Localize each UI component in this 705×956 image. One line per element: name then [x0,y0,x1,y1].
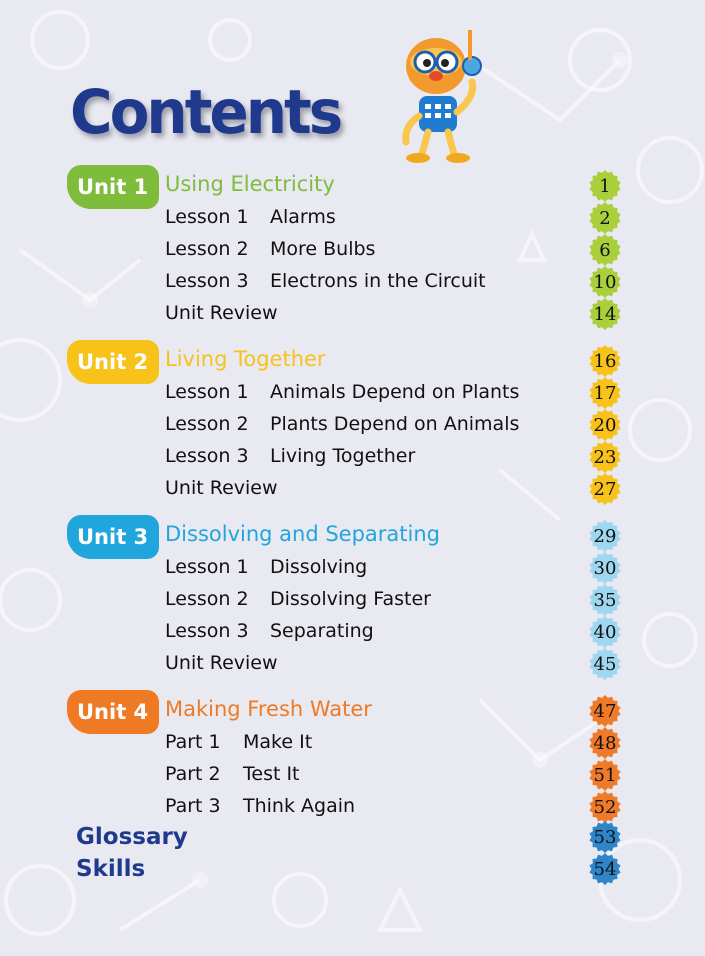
entry-name: Living Together [270,445,416,467]
entry-label: Lesson 1 [165,556,249,578]
page-number: 30 [593,557,617,579]
entry-label: Lesson 2 [165,588,249,610]
entry-label: Unit Review [165,652,278,674]
unit-2-badge: Unit 2 [67,340,159,384]
entry-name: Electrons in the Circuit [270,270,486,292]
page-number: 54 [593,858,617,880]
page-title: Contents [70,76,341,148]
toc-entry[interactable] [165,477,278,499]
entry-page-badge[interactable] [589,473,621,505]
unit-1-badge: Unit 1 [67,165,159,209]
toc-entry[interactable] [165,620,374,642]
page-number: 35 [593,589,617,611]
entry-page-badge[interactable] [589,759,621,791]
entry-label: Lesson 2 [165,238,249,260]
toc-entry[interactable] [165,270,486,292]
entry-name: Separating [270,620,374,642]
toc-entry[interactable] [165,588,431,610]
entry-page-badge[interactable] [589,441,621,473]
entry-name: Animals Depend on Plants [270,381,520,403]
entry-page-badge[interactable] [589,727,621,759]
entry-page-badge[interactable] [589,791,621,823]
entry-page-badge[interactable] [589,202,621,234]
unit-4-title[interactable]: Making Fresh Water [165,697,372,721]
entry-label: Part 3 [165,795,221,817]
page-number: 52 [593,796,617,818]
entry-name: Test It [243,763,300,785]
entry-page-badge[interactable] [589,298,621,330]
entry-page-badge[interactable] [589,234,621,266]
entry-label: Lesson 3 [165,620,249,642]
entry-label: Lesson 1 [165,381,249,403]
toc-entry[interactable] [165,413,519,435]
entry-name: Think Again [243,795,356,817]
entry-page-badge[interactable] [589,552,621,584]
page-number: 6 [599,239,611,261]
entry-label: Lesson 1 [165,206,249,228]
unit-page-badge[interactable] [589,170,621,202]
page-number: 29 [593,525,617,547]
entry-label: Lesson 3 [165,270,249,292]
entry-page-badge[interactable] [589,266,621,298]
entry-label: Unit Review [165,477,278,499]
page-number: 40 [593,621,617,643]
toc-entry[interactable] [165,238,375,260]
unit-page-badge[interactable] [589,345,621,377]
page-number: 10 [593,271,617,293]
glossary-link[interactable]: Glossary [76,824,188,850]
entry-page-badge[interactable] [589,616,621,648]
toc-entry[interactable] [165,445,415,467]
toc-entry[interactable] [165,206,336,228]
toc-entry[interactable] [165,556,367,578]
page-number: 47 [593,700,617,722]
skills-page-badge[interactable] [589,853,621,885]
page-number: 17 [593,382,617,404]
unit-1-title[interactable]: Using Electricity [165,172,335,196]
entry-name: Dissolving Faster [270,588,431,610]
toc-entry[interactable] [165,381,519,403]
skills-link[interactable]: Skills [76,856,146,882]
entry-label: Lesson 3 [165,445,249,467]
entry-page-badge[interactable] [589,377,621,409]
page-number: 1 [599,175,611,197]
entry-label: Lesson 2 [165,413,249,435]
unit-2-title[interactable]: Living Together [165,347,326,371]
page-number: 53 [593,826,617,848]
page-number: 16 [593,350,617,372]
entry-name: Alarms [270,206,336,228]
page-number: 45 [593,653,617,675]
toc-entry[interactable] [165,302,278,324]
entry-label: Unit Review [165,302,278,324]
page-number: 23 [593,446,617,468]
glossary-page-badge[interactable] [589,821,621,853]
unit-4-badge: Unit 4 [67,690,159,734]
page-number: 14 [593,303,617,325]
page-number: 27 [593,478,617,500]
toc-entry[interactable] [165,763,300,785]
entry-page-badge[interactable] [589,648,621,680]
toc-entry[interactable] [165,652,278,674]
entry-label: Part 1 [165,731,221,753]
page-number: 2 [599,207,611,229]
entry-name: More Bulbs [270,238,376,260]
entry-page-badge[interactable] [589,584,621,616]
unit-page-badge[interactable] [589,520,621,552]
unit-page-badge[interactable] [589,695,621,727]
page-number: 51 [593,764,617,786]
entry-label: Part 2 [165,763,221,785]
entry-name: Dissolving [270,556,368,578]
entry-name: Make It [243,731,313,753]
toc-entry[interactable] [165,795,355,817]
toc-entry[interactable] [165,731,312,753]
page-number: 20 [593,414,617,436]
entry-name: Plants Depend on Animals [270,413,520,435]
page-number: 48 [593,732,617,754]
unit-3-title[interactable]: Dissolving and Separating [165,522,440,546]
entry-page-badge[interactable] [589,409,621,441]
unit-3-badge: Unit 3 [67,515,159,559]
mascot-robot-icon [392,26,490,166]
